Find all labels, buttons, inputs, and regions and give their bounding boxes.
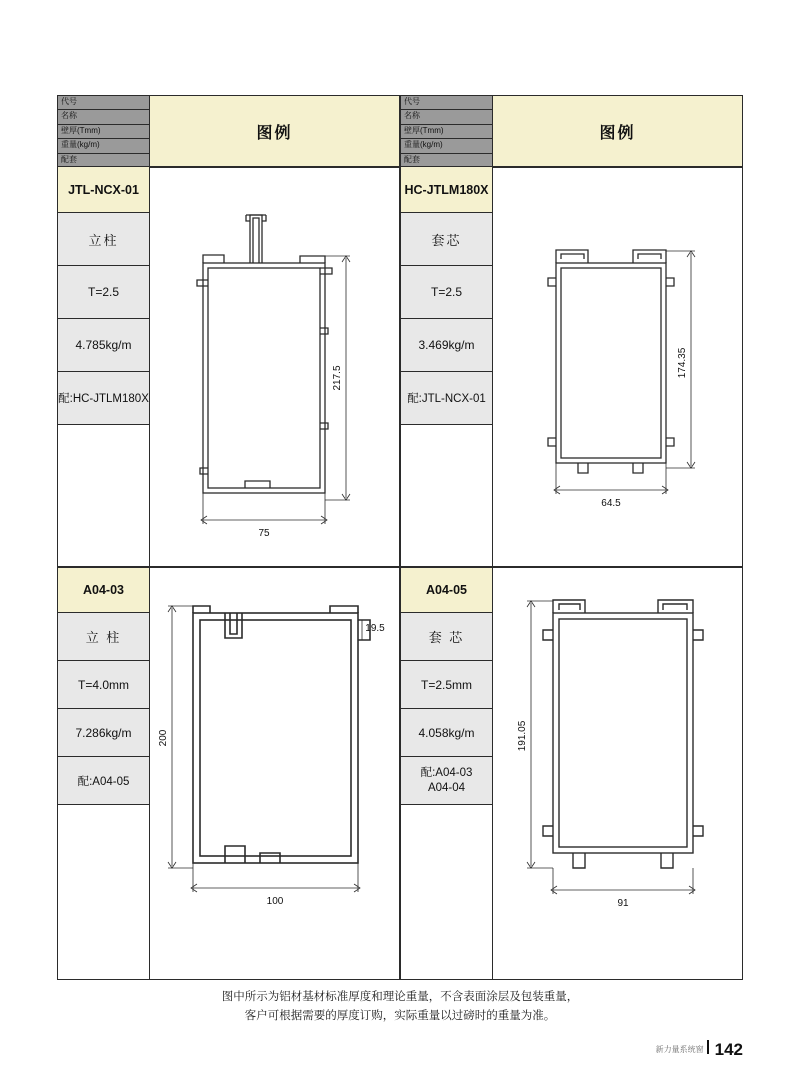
dim-height-1: 217.5 <box>332 365 343 391</box>
product-cell-1 <box>57 95 400 567</box>
figure-panel-2 <box>493 167 743 567</box>
cell-code-3: A04-03 <box>57 567 150 613</box>
spec-column-1 <box>57 95 150 567</box>
cell-code-4: A04-05 <box>400 567 493 613</box>
spec-column-3 <box>57 567 150 980</box>
product-cell-4 <box>400 567 743 980</box>
header-label-code: 代号 <box>57 95 150 109</box>
header-label-code: 代号 <box>400 95 493 109</box>
dim-width-2: 64.5 <box>601 498 621 509</box>
cell-weight-1: 4.785kg/m <box>57 319 150 372</box>
profile-drawing-3 <box>150 568 400 981</box>
page-footer <box>656 1040 743 1060</box>
profile-drawing-4 <box>493 568 743 981</box>
footer-note-line2: 客户可根据需要的厚度订购，实际重量以过磅时的重量为准。 <box>244 1010 556 1022</box>
spec-column-2 <box>400 95 493 567</box>
figure-panel-1 <box>150 167 400 567</box>
cell-weight-4: 4.058kg/m <box>400 709 493 757</box>
product-cell-2 <box>400 95 743 567</box>
spec-header-1 <box>57 95 150 167</box>
dim-width-1: 75 <box>258 528 270 539</box>
footer-note-line1: 图中所示为铝材基材标准厚度和理论重量，不含表面涂层及包装重量， <box>221 991 579 1003</box>
cell-name-1: 立柱 <box>57 213 150 266</box>
header-label-thickness: 壁厚(Tmm) <box>400 124 493 138</box>
cell-match-1: 配:HC-JTLM180X <box>57 372 150 425</box>
cell-code-2: HC-JTLM180X <box>400 167 493 213</box>
cell-name-3: 立 柱 <box>57 613 150 661</box>
dim-height-3: 200 <box>158 729 169 747</box>
header-label-weight: 重量(kg/m) <box>57 138 150 152</box>
figure-header-1: 图例 <box>150 95 400 167</box>
cell-weight-3: 7.286kg/m <box>57 709 150 757</box>
product-grid <box>57 95 743 980</box>
header-label-weight: 重量(kg/m) <box>400 138 493 152</box>
cell-thickness-2: T=2.5 <box>400 266 493 319</box>
header-label-name: 名称 <box>400 109 493 123</box>
figure-panel-3 <box>150 567 400 980</box>
footer-note <box>0 988 800 1026</box>
cell-blank-4 <box>400 805 493 980</box>
dim-height-2: 174.35 <box>677 347 688 379</box>
cell-match-2: 配:JTL-NCX-01 <box>400 372 493 425</box>
cell-thickness-4: T=2.5mm <box>400 661 493 709</box>
dim-extra-3: 19.5 <box>365 623 385 634</box>
cell-name-4: 套 芯 <box>400 613 493 661</box>
brand-text: 新力量系统窗 <box>655 1045 704 1054</box>
cell-code-1: JTL-NCX-01 <box>57 167 150 213</box>
cell-match-4-line1: 配:A04-03 <box>420 766 473 779</box>
cell-blank-2 <box>400 425 493 567</box>
figure-panel-4 <box>493 567 743 980</box>
cell-weight-2: 3.469kg/m <box>400 319 493 372</box>
header-label-match: 配套 <box>400 153 493 167</box>
product-cell-3 <box>57 567 400 980</box>
cell-blank-1 <box>57 425 150 567</box>
header-label-name: 名称 <box>57 109 150 123</box>
figure-header-2: 图例 <box>493 95 743 167</box>
dim-width-4: 91 <box>617 898 629 909</box>
spec-header-2 <box>400 95 493 167</box>
cell-thickness-1: T=2.5 <box>57 266 150 319</box>
header-label-thickness: 壁厚(Tmm) <box>57 124 150 138</box>
cell-name-2: 套芯 <box>400 213 493 266</box>
spec-column-4 <box>400 567 493 980</box>
cell-thickness-3: T=4.0mm <box>57 661 150 709</box>
dim-height-4: 191.05 <box>517 720 528 752</box>
cell-blank-3 <box>57 805 150 980</box>
footer-divider <box>707 1040 709 1054</box>
cell-match-4 <box>400 757 493 805</box>
page-number: 142 <box>714 1040 743 1059</box>
dim-width-3: 100 <box>266 896 284 907</box>
header-label-match: 配套 <box>57 153 150 167</box>
profile-drawing-2 <box>493 168 743 568</box>
profile-drawing-1 <box>150 168 400 568</box>
cell-match-3: 配:A04-05 <box>57 757 150 805</box>
cell-match-4-line2: A04-04 <box>427 781 466 794</box>
